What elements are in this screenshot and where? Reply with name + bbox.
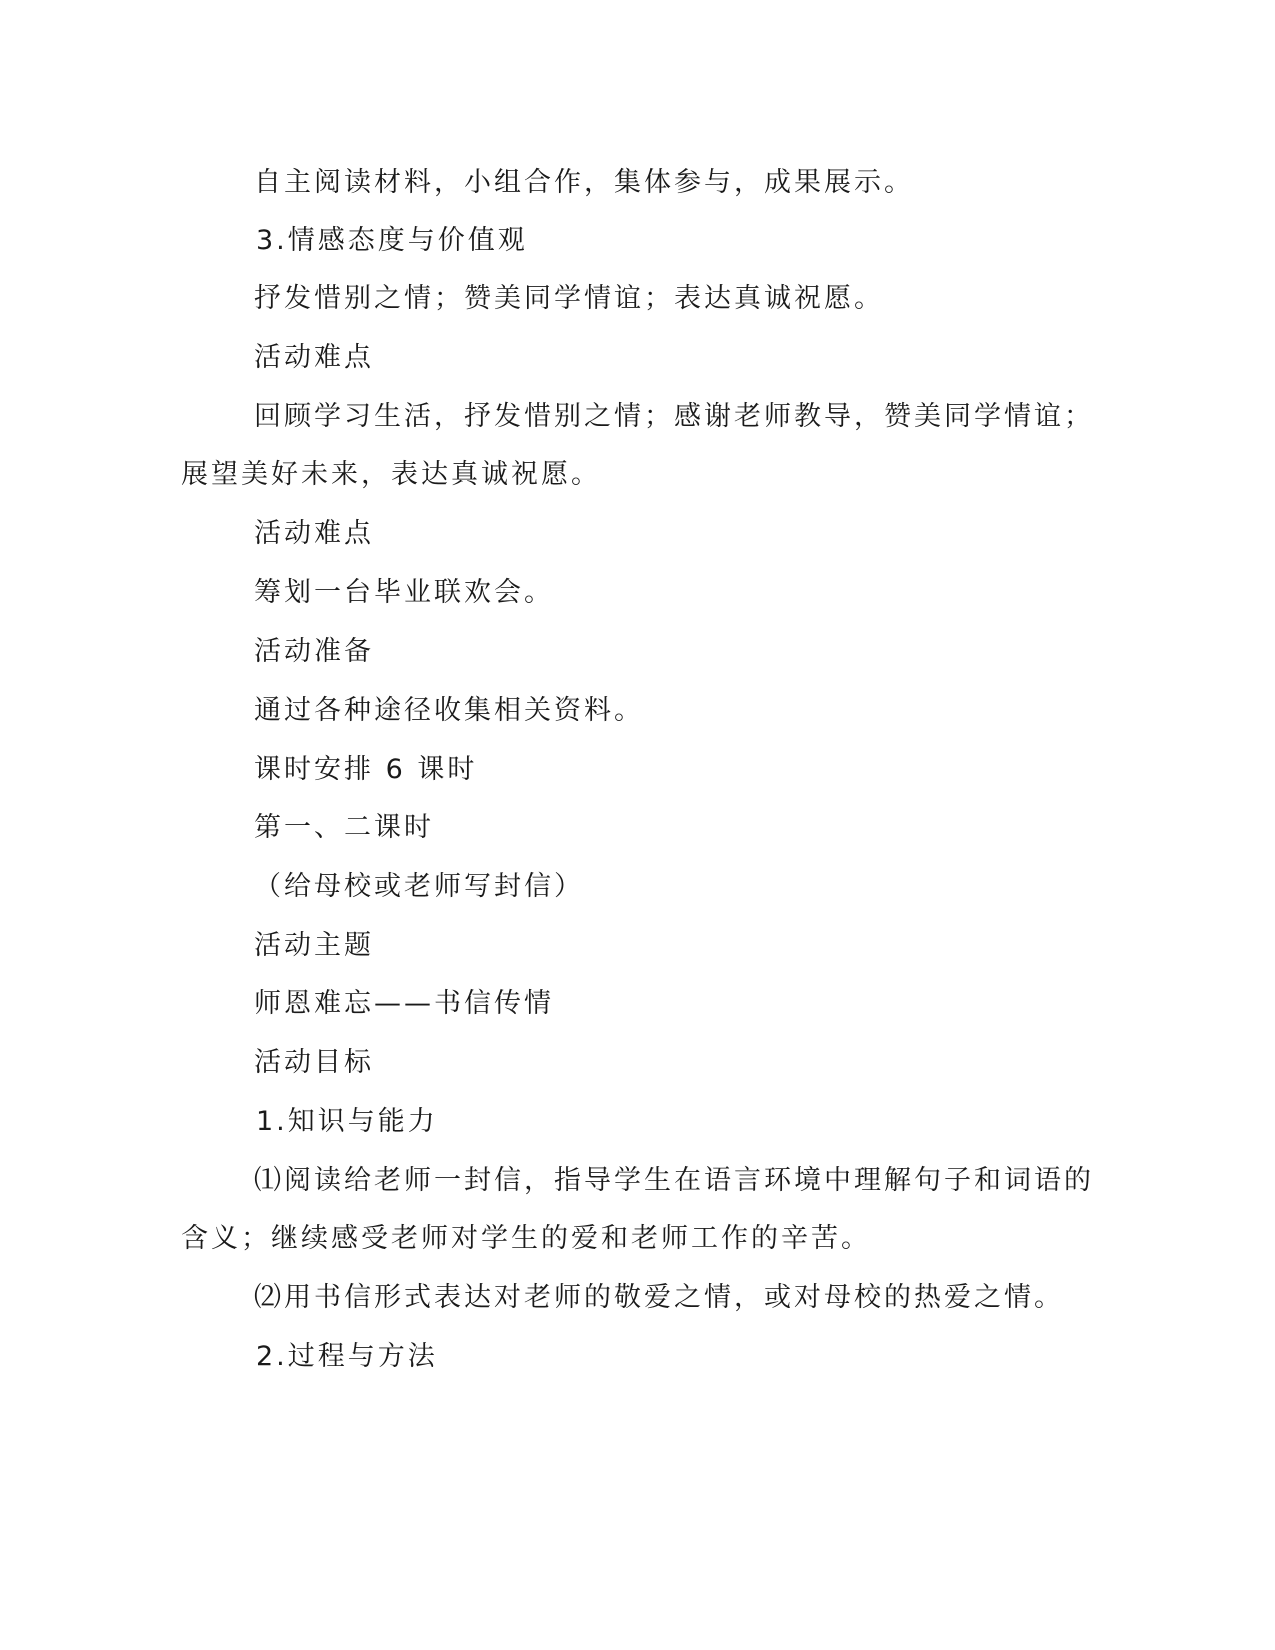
paragraph-theme: 师恩难忘——书信传情 xyxy=(254,988,554,1019)
paragraph-letter-note: （给母校或老师写封信） xyxy=(254,871,584,902)
heading-process-method: 2.过程与方法 xyxy=(256,1341,438,1372)
heading-activity-goals: 活动目标 xyxy=(254,1047,374,1078)
heading-preparation: 活动准备 xyxy=(254,636,374,667)
paragraph-emotion: 抒发惜别之情；赞美同学情谊；表达真诚祝愿。 xyxy=(254,283,884,314)
paragraph-schedule: 课时安排 6 课时 xyxy=(254,754,478,785)
paragraph-party: 筹划一台毕业联欢会。 xyxy=(254,577,554,608)
heading-activity-theme: 活动主题 xyxy=(254,930,374,961)
paragraph-review-line2: 展望美好未来，表达真诚祝愿。 xyxy=(181,459,601,490)
heading-activity-difficulty-2: 活动难点 xyxy=(254,518,374,549)
heading-emotion-values: 3.情感态度与价值观 xyxy=(256,225,528,256)
paragraph-review-line1: 回顾学习生活，抒发惜别之情；感谢老师教导，赞美同学情谊； xyxy=(254,401,1094,432)
paragraph-goal-1-line2: 含义；继续感受老师对学生的爱和老师工作的辛苦。 xyxy=(181,1223,871,1254)
paragraph-goal-1-line1: ⑴阅读给老师一封信，指导学生在语言环境中理解句子和词语的 xyxy=(254,1165,1094,1196)
paragraph-preparation: 通过各种途径收集相关资料。 xyxy=(254,695,644,726)
heading-lesson-1-2: 第一、二课时 xyxy=(254,812,434,843)
heading-activity-difficulty: 活动难点 xyxy=(254,342,374,373)
heading-knowledge-ability: 1.知识与能力 xyxy=(256,1106,438,1137)
paragraph-goal-2: ⑵用书信形式表达对老师的敬爱之情，或对母校的热爱之情。 xyxy=(254,1282,1064,1313)
paragraph-method: 自主阅读材料，小组合作，集体参与，成果展示。 xyxy=(254,167,914,198)
